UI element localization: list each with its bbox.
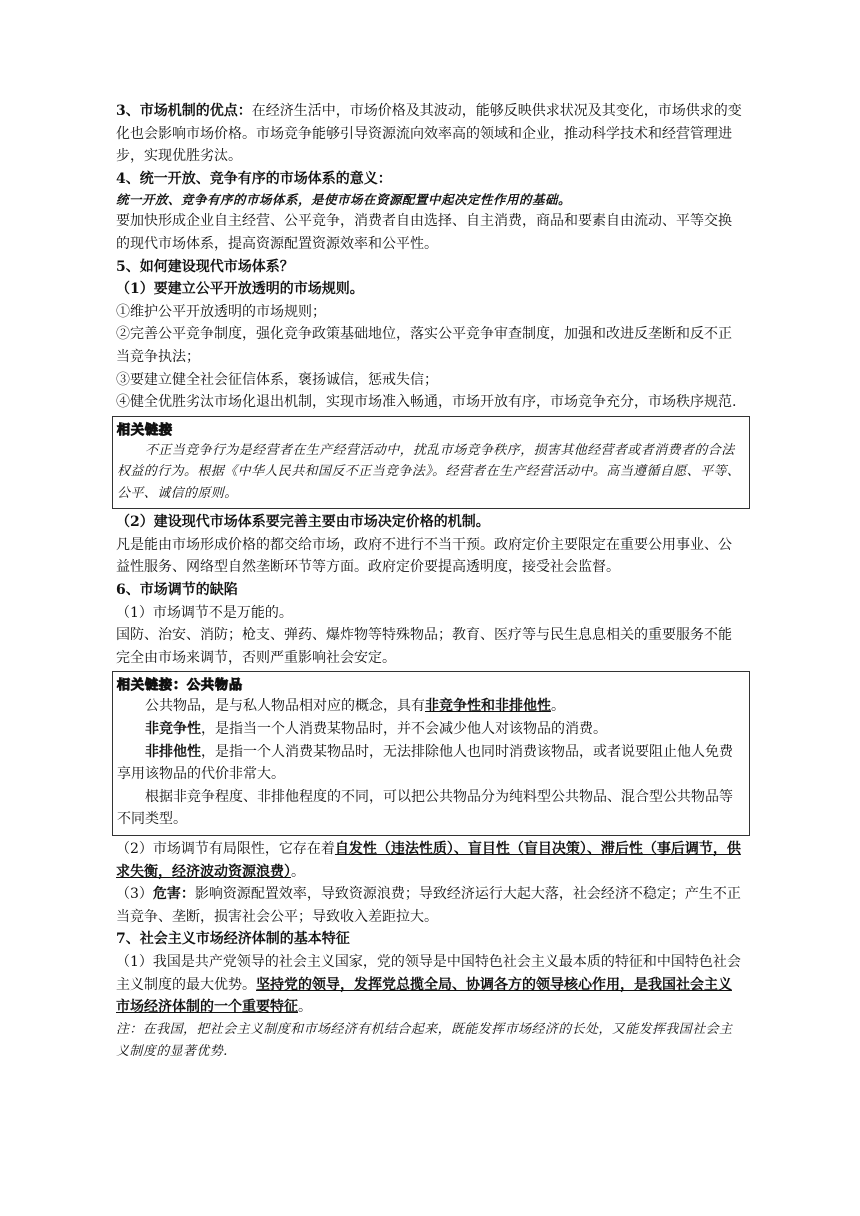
related-link-title-2: 相关链接：公共物品: [117, 678, 244, 694]
public-goods-line-2: [117, 718, 745, 741]
section-4-title: 4、统一开放、竞争有序的市场体系的意义：: [116, 170, 392, 187]
section-7-title: 7、社会主义市场经济体制的基本特征: [116, 931, 350, 948]
document-page: [116, 100, 744, 1063]
section-4-emphasis: 统一开放、竞争有序的市场体系，是使市场在资源配置中起决定性作用的基础。: [116, 192, 572, 208]
section-6-p2: [116, 838, 744, 883]
section-5-title: 5、如何建设现代市场体系？: [116, 258, 294, 275]
section-3-title: 3、市场机制的优点：: [116, 103, 252, 119]
related-link-text-1: 不正当竞争行为是经营者在生产经营活动中，扰乱市场竞争秩序，损害其他经营者或者消费者的合法权益的行为。根据《中华人民共和国反不正当竞争法》。经营者在生产经营活动中。高当遵循自愿、平等、公平、诚信的原则。: [117, 442, 741, 501]
public-goods-line-1-b: 。: [551, 698, 565, 715]
related-link-box-1: [112, 416, 750, 510]
section-7-p1: [116, 951, 744, 1019]
section-6-p2-a: （2）市场调节有局限性，它存在着: [116, 840, 335, 857]
section-5-item-4: ④健全优胜劣汰市场化退出机制，实现市场准入畅通，市场开放有序，市场竞争充分，市场秩序规范.: [116, 394, 737, 411]
non-rival-term: 非竞争性: [145, 720, 201, 737]
section-5-sub1: （1）要建立公平开放透明的市场规则。: [116, 281, 364, 298]
section-5-item-1: ①维护公平开放透明的市场规则；: [116, 303, 326, 320]
related-link-title-1: 相关链接: [117, 422, 174, 438]
section-7-p1-u: 坚持党的领导，发挥党总揽全局、协调各方的领导核心作用，是我国社会主义市场经济体制的一个重要特征: [116, 976, 732, 1016]
section-6-p2-b: 。: [291, 863, 305, 880]
section-6-p2-u: 自发性（违法性质）、盲目性（盲目决策）、滞后性（事后调节，供求失衡，经济波动资源浪费）: [116, 840, 741, 880]
non-excludable-term: 非排他性: [145, 743, 201, 760]
related-link-box-2: [112, 671, 750, 836]
public-goods-line-1-a: 公共物品，是与私人物品相对应的概念，具有: [145, 698, 425, 715]
public-goods-line-1: [117, 695, 745, 718]
section-5-sub2-text: 凡是能由市场形成价格的都交给市场，政府不进行不当干预。政府定价主要限定在重要公用事业、公益性服务、网络型自然垄断环节等方面。政府定价要提高透明度，接受社会监督。: [116, 536, 732, 576]
section-7-note: 注：在我国，把社会主义制度和市场经济有机结合起来，既能发挥市场经济的长处，又能发挥我国社会主义制度的显著优势.: [116, 1021, 733, 1059]
section-6-p3-a: （3）: [116, 886, 153, 903]
section-5-item-3: ③要建立健全社会征信体系，褒扬诚信，惩戒失信；: [116, 371, 438, 388]
section-6-p1: （1）市场调节不是万能的。: [116, 604, 293, 621]
non-rival-text: ，是指当一个人消费某物品时，并不会减少他人对该物品的消费。: [201, 720, 607, 737]
section-3-text: 在经济生活中，市场价格及其波动，能够反映供求状况及其变化，市场供求的变化也会影响市场价格。市场竞争能够引导资源流向效率高的领域和企业，推动科学技术和经营管理进步，实现优胜劣汰。: [116, 103, 742, 165]
section-6-p3-k: 危害：: [152, 886, 195, 903]
section-7-p1-b: 。: [298, 999, 312, 1016]
public-goods-line-3: [117, 741, 745, 786]
section-3: [116, 100, 744, 168]
section-4-text: 要加快形成企业自主经营、公平竞争，消费者自由选择、自主消费，商品和要素自由流动、平等交换的现代市场体系，提高资源配置资源效率和公平性。: [116, 213, 732, 252]
non-excludable-text: ，是指一个人消费某物品时，无法排除他人也同时消费该物品，或者说要阻止他人免费享用该物品的代价非常大。: [117, 743, 733, 783]
public-goods-line-4: 根据非竞争程度、非排他程度的不同，可以把公共物品分为纯料型公共物品、混合型公共物品等不同类型。: [117, 788, 733, 828]
section-7-p1-a: （1）我国是共产党领导的社会主义国家，党的领导是中国特色社会主义最本质的特征和中国特色社会主义制度的最大优势。: [116, 953, 741, 993]
public-goods-line-1-u: 非竞争性和非排他性: [425, 698, 551, 715]
section-6-title: 6、市场调节的缺陷: [116, 582, 238, 598]
section-6-p1-text: 国防、治安、消防；枪支、弹药、爆炸物等特殊物品；教育、医疗等与民生息息相关的重要服务不能完全由市场来调节，否则严重影响社会安定。: [116, 627, 732, 666]
section-5-item-2: ②完善公平竞争制度，强化竞争政策基础地位，落实公平竞争审查制度，加强和改进反垄断和反不正当竞争执法；: [116, 326, 732, 365]
section-6-p3-t: 影响资源配置效率，导致资源浪费；导致经济运行大起大落，社会经济不稳定；产生不正当竞争、垄断，损害社会公平；导致收入差距拉大。: [116, 886, 741, 925]
section-5-sub2: （2）建设现代市场体系要完善主要由市场决定价格的机制。: [116, 514, 490, 531]
section-6-p3: [116, 883, 744, 928]
